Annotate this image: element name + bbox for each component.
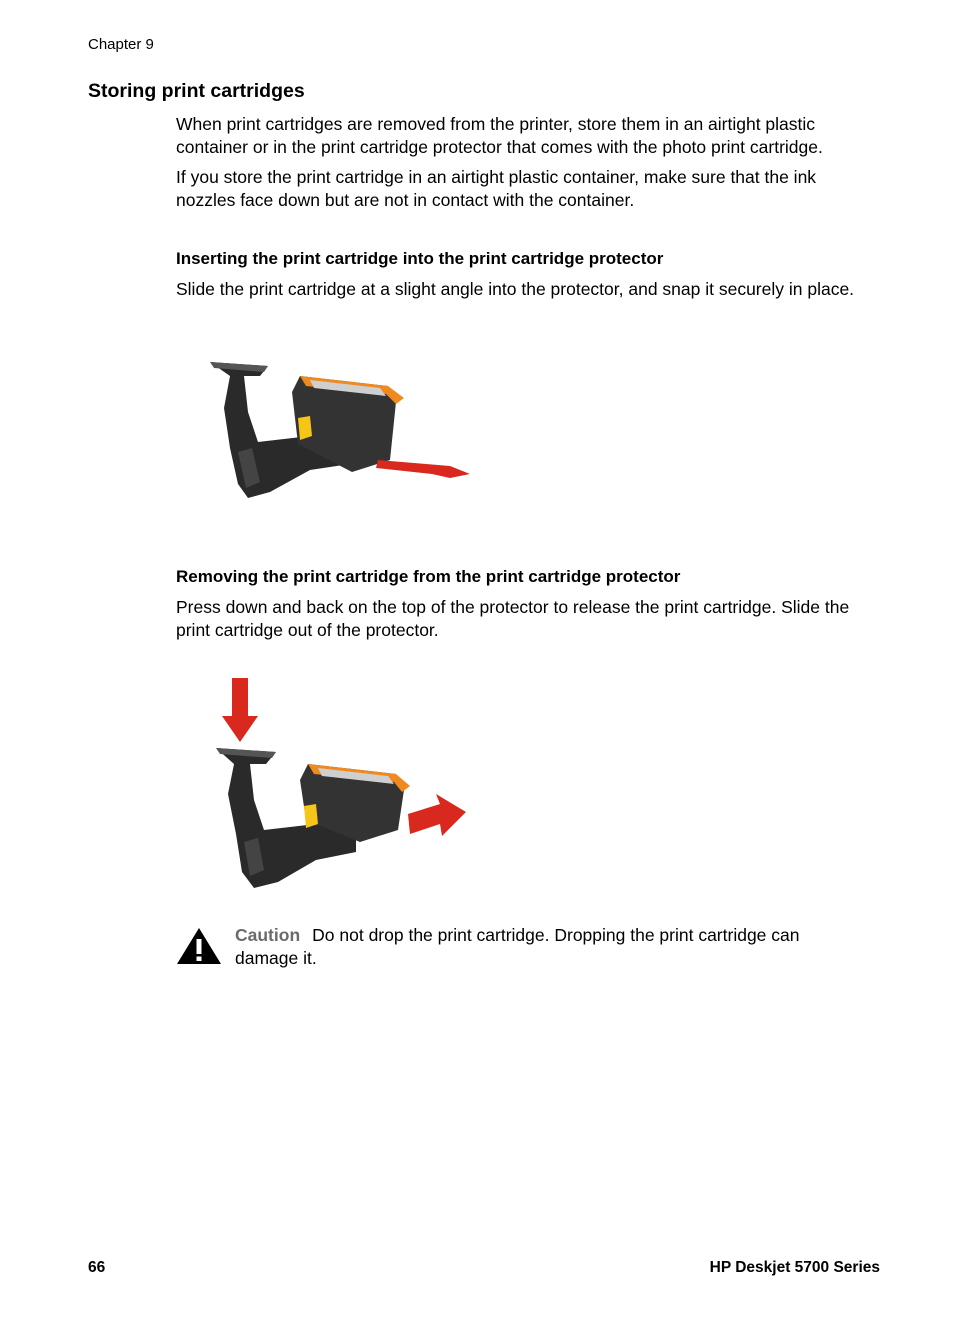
intro-paragraph-2: If you store the print cartridge in an airtight plastic container, make sure that the ink nozzles face down but are not in contact with the container. <box>176 167 817 210</box>
warning-triangle-icon <box>176 926 222 966</box>
removing-body: Press down and back on the top of the protector to release the print cartridge. Slide the print cartridge out of the protector. <box>176 597 850 640</box>
inserting-body: Slide the print cartridge at a slight angle into the protector, and snap it securely in place. <box>176 279 855 299</box>
press-down-arrow-icon <box>222 678 258 742</box>
removing-heading: Removing the print cartridge from the print cartridge protector <box>176 567 681 586</box>
insert-cartridge-illustration <box>200 352 480 512</box>
remove-cartridge-illustration <box>200 670 480 895</box>
section-title: Storing print cartridges <box>88 80 305 102</box>
caution-label: Caution <box>235 925 301 945</box>
inserting-heading: Inserting the print cartridge into the print cartridge protector <box>176 249 664 268</box>
slide-out-arrow-icon <box>408 794 466 836</box>
intro-paragraph-1: When print cartridges are removed from the printer, store them in an airtight plastic container or in the print cartridge protector that comes with the photo print cartridge. <box>176 114 823 157</box>
product-name: HP Deskjet 5700 Series <box>709 1259 880 1276</box>
caution-note <box>235 924 855 970</box>
caution-text: Do not drop the print cartridge. Dropping the print cartridge can damage it. <box>235 925 800 968</box>
insert-arrow-icon <box>376 460 470 478</box>
chapter-label: Chapter 9 <box>88 36 154 53</box>
page-number: 66 <box>88 1259 106 1276</box>
